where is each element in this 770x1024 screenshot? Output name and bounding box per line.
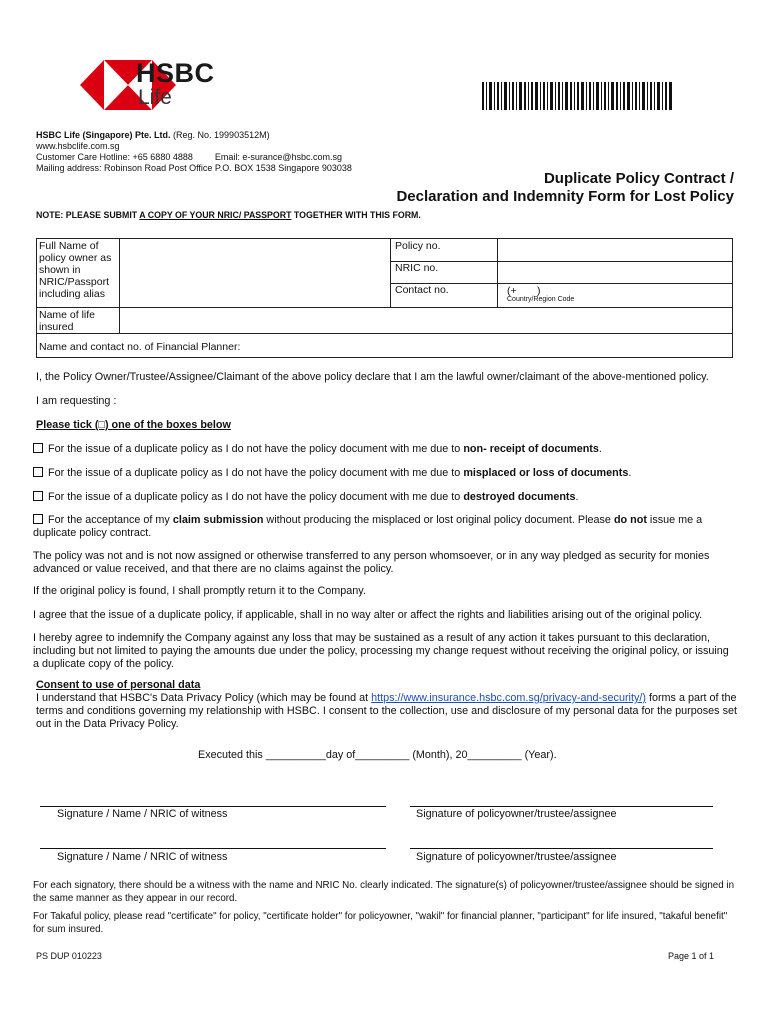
requesting-text: I am requesting : bbox=[36, 395, 117, 407]
company-reg: (Reg. No. 199903512M) bbox=[173, 130, 270, 140]
option-text-2: without producing the misplaced or lost original policy document. Please bbox=[263, 514, 614, 526]
owner-signature-label-2: Signature of policyowner/trustee/assignee bbox=[416, 851, 617, 863]
company-hotline: Customer Care Hotline: +65 6880 4888 bbox=[36, 152, 193, 162]
full-name-label: Full Name of policy owner as shown in NRIC/Passport including alias bbox=[39, 240, 112, 300]
company-website: www.hsbclife.com.sg bbox=[36, 141, 120, 151]
witness-signature-label-2: Signature / Name / NRIC of witness bbox=[57, 851, 228, 863]
form-code: PS DUP 010223 bbox=[36, 951, 102, 961]
consent-heading: Consent to use of personal data bbox=[36, 679, 201, 691]
option-text: For the issue of a duplicate policy as I do not have the policy document with me due to bbox=[48, 467, 464, 479]
policy-no-field[interactable] bbox=[499, 240, 731, 260]
option-reason: non- receipt of documents bbox=[463, 443, 599, 455]
consent-paragraph bbox=[36, 692, 738, 731]
full-name-field[interactable] bbox=[121, 240, 387, 306]
note bbox=[36, 210, 421, 220]
logo-sub-text: Life bbox=[138, 86, 172, 109]
consent-text-b: forms a part of the terms and conditions governing my relationship with HSBC. I consent to the collection, use and disclosure of my personal data for the purposes set out in the Data Privacy Policy. bbox=[36, 692, 737, 730]
page-number: Page 1 of 1 bbox=[667, 951, 714, 961]
nric-no-field[interactable] bbox=[499, 262, 731, 282]
title-line-1: Duplicate Policy Contract / bbox=[543, 170, 734, 187]
assignment-paragraph: The policy was not and is not now assigned or otherwise transferred to any person whomsoever, or in any way pledged as security for monies advanced or value received, and that there are no claims against the policy. bbox=[33, 550, 710, 575]
option-misplaced[interactable]: For the issue of a duplicate policy as I do not have the policy document with me due to misplaced or loss of documents. bbox=[33, 467, 631, 480]
declaration-text: I, the Policy Owner/Trustee/Assignee/Claimant of the above policy declare that I am the lawful owner/claimant of the above-mentioned policy. bbox=[36, 371, 709, 383]
signatory-note: For each signatory, there should be a witness with the name and NRIC No. clearly indicated. The signature(s) of policyowner/trustee/assignee should be signed in the same manner as they appear in our record. bbox=[33, 880, 735, 904]
note-prefix: NOTE: PLEASE SUBMIT bbox=[36, 210, 140, 220]
company-name: HSBC Life (Singapore) Pte. Ltd. bbox=[36, 130, 171, 140]
note-suffix: TOGETHER WITH THIS FORM. bbox=[291, 210, 421, 220]
option-claim: claim submission bbox=[172, 514, 264, 526]
witness-signature-line-2[interactable] bbox=[40, 848, 386, 849]
company-info bbox=[36, 130, 352, 174]
checkbox-non-receipt[interactable] bbox=[33, 443, 43, 453]
company-email: Email: e-surance@hsbc.com.sg bbox=[214, 152, 343, 162]
takaful-note: For Takaful policy, please read "certificate" for policy, "certificate holder" for policyowner, "wakil" for financial planner, "participant" for life insured, "takaful benefit" for sum insured. bbox=[33, 911, 728, 935]
option-text: For the issue of a duplicate policy as I do not have the policy document with me due to bbox=[48, 491, 464, 503]
witness-signature-label-1: Signature / Name / NRIC of witness bbox=[57, 808, 228, 820]
note-underlined: A COPY OF YOUR NRIC/ PASSPORT bbox=[139, 210, 292, 220]
logo-brand-text: HSBC bbox=[136, 58, 215, 88]
option-non-receipt[interactable]: For the issue of a duplicate policy as I do not have the policy document with me due to non- receipt of documents. bbox=[33, 443, 602, 456]
option-text: For the acceptance of my bbox=[48, 514, 173, 526]
option-destroyed[interactable]: For the issue of a duplicate policy as I do not have the policy document with me due to destroyed documents. bbox=[33, 491, 579, 504]
policy-details-table bbox=[36, 238, 733, 358]
owner-signature-line-2[interactable] bbox=[410, 848, 713, 849]
rights-paragraph: I agree that the issue of a duplicate policy, if applicable, shall in no way alter or affect the rights and liabilities arising out of the original policy. bbox=[33, 609, 703, 621]
tick-instruction: Please tick (□) one of the boxes below bbox=[36, 419, 231, 431]
executed-line[interactable]: Executed this __________day of_________ (Month), 20_________ (Year). bbox=[198, 749, 557, 761]
witness-signature-line-1[interactable] bbox=[40, 806, 386, 807]
life-insured-field[interactable] bbox=[121, 309, 731, 331]
checkbox-misplaced[interactable] bbox=[33, 467, 43, 477]
checkbox-destroyed[interactable] bbox=[33, 491, 43, 501]
consent-text-a: I understand that HSBC's Data Privacy Policy (which may be found at bbox=[36, 692, 372, 704]
option-text: For the issue of a duplicate policy as I do not have the policy document with me due to bbox=[48, 443, 464, 455]
financial-planner-label[interactable]: Name and contact no. of Financial Planner: bbox=[39, 341, 241, 353]
nric-no-label: NRIC no. bbox=[395, 262, 439, 274]
policy-no-label: Policy no. bbox=[395, 240, 441, 252]
option-reason: misplaced or loss of documents bbox=[463, 467, 629, 479]
option-text-3: issue me a duplicate policy contract. bbox=[33, 514, 703, 539]
indemnity-paragraph: I hereby agree to indemnify the Company against any loss that may be sustained as a result of any action it takes pursuant to this declaration, including but not limited to paying the amounts due under the policy, processing my change request without receiving the original policy, or issuing a duplicate copy of the policy. bbox=[33, 632, 729, 670]
checkbox-claim[interactable] bbox=[33, 514, 43, 524]
owner-signature-label-1: Signature of policyowner/trustee/assignee bbox=[416, 808, 617, 820]
title-line-2: Declaration and Indemnity Form for Lost Policy bbox=[396, 188, 734, 205]
return-paragraph: If the original policy is found, I shall promptly return it to the Company. bbox=[33, 585, 366, 597]
country-code-caption: Country/Region Code bbox=[507, 296, 575, 303]
option-do-not: do not bbox=[613, 514, 647, 526]
privacy-policy-link[interactable]: https://www.insurance.hsbc.com.sg/privacy-and-security/) bbox=[371, 692, 646, 704]
contact-prefix[interactable]: (+ ) bbox=[507, 285, 541, 297]
page-title bbox=[396, 170, 734, 206]
option-reason: destroyed documents bbox=[463, 491, 576, 503]
contact-no-label: Contact no. bbox=[395, 284, 449, 296]
barcode bbox=[482, 82, 672, 110]
option-claim-submission[interactable] bbox=[33, 514, 737, 540]
life-insured-label: Name of life insured bbox=[39, 309, 96, 333]
owner-signature-line-1[interactable] bbox=[410, 806, 713, 807]
company-mailing: Mailing address: Robinson Road Post Office P.O. BOX 1538 Singapore 903038 bbox=[36, 163, 352, 173]
